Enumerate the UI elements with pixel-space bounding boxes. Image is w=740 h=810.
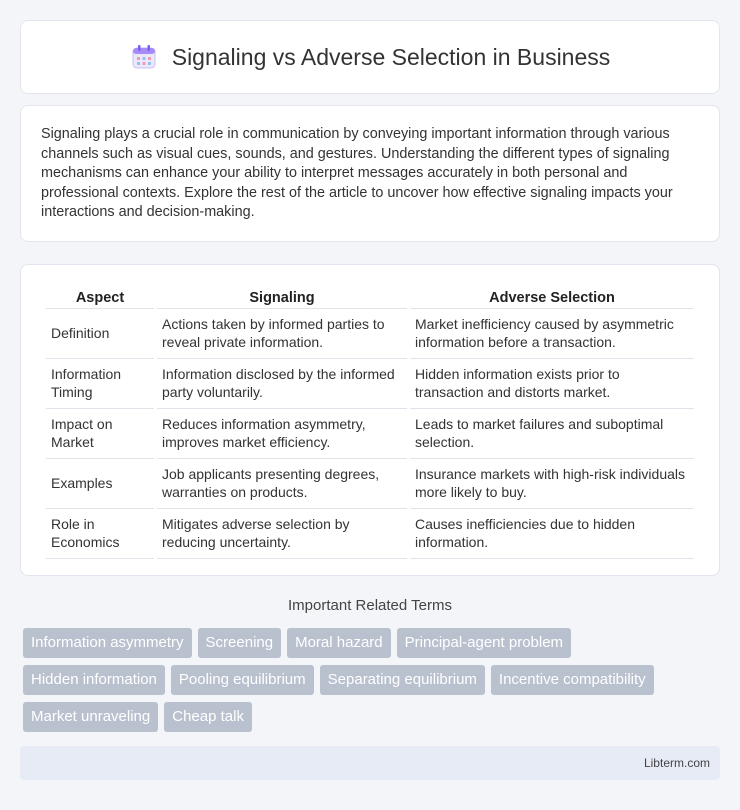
- cell-adverse-selection: Hidden information exists prior to transaction and distorts market.: [410, 359, 694, 409]
- tag-information-asymmetry[interactable]: Information asymmetry: [23, 628, 192, 658]
- cell-aspect: Impact on Market: [46, 409, 154, 459]
- cell-aspect: Examples: [46, 459, 154, 509]
- page-title: Signaling vs Adverse Selection in Business: [171, 43, 611, 70]
- cell-signaling: Job applicants presenting degrees, warranties on products.: [157, 459, 407, 509]
- tag-separating-equilibrium[interactable]: Separating equilibrium: [320, 665, 485, 695]
- cell-aspect: Information Timing: [46, 359, 154, 409]
- header-aspect: Aspect: [46, 285, 154, 309]
- header-adverse-selection: Adverse Selection: [410, 285, 694, 309]
- comparison-card: [20, 264, 720, 576]
- table-header-row: [46, 285, 694, 309]
- cell-adverse-selection: Causes inefficiencies due to hidden information.: [410, 509, 694, 559]
- footer: [20, 746, 720, 780]
- table-row: [46, 409, 694, 459]
- cell-signaling: Information disclosed by the informed party voluntarily.: [157, 359, 407, 409]
- related-terms-list: [23, 628, 723, 739]
- tag-principal-agent-problem[interactable]: Principal-agent problem: [397, 628, 571, 658]
- cell-aspect: Role in Economics: [46, 509, 154, 559]
- table-row: [46, 459, 694, 509]
- intro-paragraph: Signaling plays a crucial role in communication by conveying important information through various channels such as visual cues, sounds, and gestures. Understanding the different types of signaling mechanisms can enhance your ability to interpret messages accurately in both personal and professional contexts. Explore the rest of the article to uncover how effective signaling impacts your interactions and decision-making.: [41, 126, 673, 221]
- cell-adverse-selection: Market inefficiency caused by asymmetric information before a transaction.: [410, 309, 694, 359]
- cell-adverse-selection: Insurance markets with high-risk individuals more likely to buy.: [410, 459, 694, 509]
- footer-site-link[interactable]: Libterm.com: [643, 756, 710, 770]
- tag-hidden-information[interactable]: Hidden information: [23, 665, 165, 695]
- table-row: [46, 509, 694, 559]
- tag-market-unraveling[interactable]: Market unraveling: [23, 702, 158, 732]
- header-signaling: Signaling: [157, 285, 407, 309]
- table-row: [46, 309, 694, 359]
- related-terms-title: Important Related Terms: [288, 597, 452, 614]
- cell-adverse-selection: Leads to market failures and suboptimal selection.: [410, 409, 694, 459]
- tag-cheap-talk[interactable]: Cheap talk: [164, 702, 252, 732]
- table-row: [46, 359, 694, 409]
- cell-signaling: Mitigates adverse selection by reducing uncertainty.: [157, 509, 407, 559]
- comparison-table: [43, 285, 697, 559]
- tag-screening[interactable]: Screening: [198, 628, 282, 658]
- tag-pooling-equilibrium[interactable]: Pooling equilibrium: [171, 665, 314, 695]
- calendar-icon: [130, 43, 158, 71]
- cell-signaling: Actions taken by informed parties to reveal private information.: [157, 309, 407, 359]
- header-card: [20, 20, 720, 94]
- tag-incentive-compatibility[interactable]: Incentive compatibility: [491, 665, 654, 695]
- cell-aspect: Definition: [46, 309, 154, 359]
- intro-card: [20, 105, 720, 242]
- tag-moral-hazard[interactable]: Moral hazard: [287, 628, 391, 658]
- cell-signaling: Reduces information asymmetry, improves market efficiency.: [157, 409, 407, 459]
